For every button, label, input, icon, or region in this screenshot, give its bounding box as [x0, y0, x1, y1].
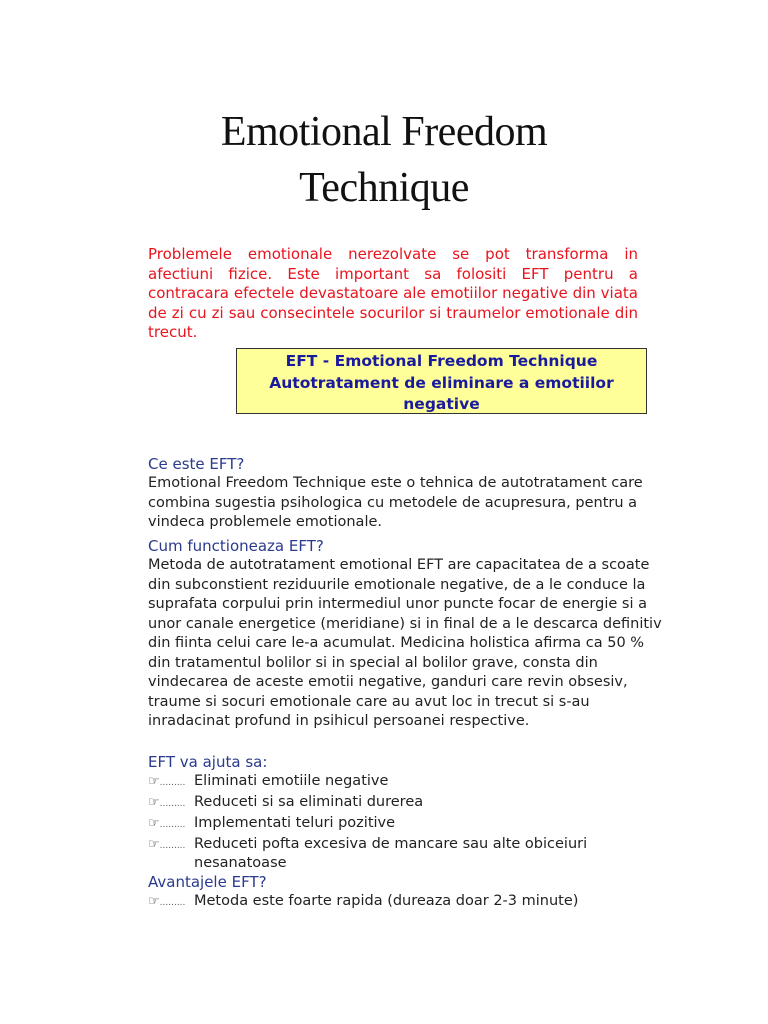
banner-line-1: EFT - Emotional Freedom Technique	[285, 352, 598, 370]
section-advantages	[148, 872, 668, 913]
document-title	[0, 104, 768, 216]
pointing-hand-icon: ☞.........	[148, 816, 186, 831]
section-body: Metoda de autotratament emotional EFT are capacitatea de a scoate din subconstient reziduurile emotionale negative, de a le conduce la suprafata corpului prin intermediul unor puncte focar de energie si a unor canale energetice (meridiane) si in final de a le descarca definitiv din fiinta celui care le-a acumulat. Medicina holistica afirma ca 50 % din tratamentul bolilor si in special al bolilor grave, consta din vindecarea de aceste emotii negative, ganduri care revin obsesiv, traume si socuri emotionale care au avut loc in trecut si s-au inradacinat profund in psihicul persoanei respective.	[148, 557, 662, 729]
pointing-hand-icon: ☞.........	[148, 774, 186, 789]
section-heading: Cum functioneaza EFT?	[148, 537, 324, 555]
section-heading: Avantajele EFT?	[148, 873, 267, 891]
advantages-list	[148, 892, 668, 913]
pointing-hand-icon: ☞.........	[148, 837, 186, 852]
helps-list	[148, 772, 668, 873]
pointing-hand-icon: ☞.........	[148, 894, 186, 909]
banner-line-3: negative	[403, 395, 480, 413]
section-helps	[148, 752, 668, 873]
list-item-text: Implementati teluri pozitive	[194, 815, 396, 831]
pointing-hand-icon: ☞.........	[148, 795, 186, 810]
list-item	[148, 892, 668, 913]
section-heading: Ce este EFT?	[148, 455, 245, 473]
section-what-is	[148, 454, 668, 533]
list-item	[148, 793, 668, 814]
list-item	[148, 835, 668, 873]
list-item	[148, 814, 668, 835]
list-item-text: Eliminati emotiile negative	[194, 773, 389, 789]
banner-line-2: Autotratament de eliminare a emotiilor	[269, 373, 614, 392]
section-how-it-works	[148, 536, 668, 732]
banner-box	[236, 348, 647, 414]
list-item-text: Reduceti pofta excesiva de mancare sau alte obiceiuri nesanatoase	[194, 836, 588, 871]
section-body: Emotional Freedom Technique este o tehnica de autotratament care combina sugestia psihologica cu metodele de acupresura, pentru a vindeca problemele emotionale.	[148, 475, 643, 530]
list-item-text: Metoda este foarte rapida (dureaza doar 2-3 minute)	[194, 893, 579, 909]
title-line-1: Emotional Freedom	[220, 109, 548, 155]
list-item	[148, 772, 668, 793]
title-line-2: Technique	[299, 165, 469, 211]
list-item-text: Reduceti si sa eliminati durerea	[194, 794, 424, 810]
section-heading: EFT va ajuta sa:	[148, 753, 268, 771]
intro-paragraph: Problemele emotionale nerezolvate se pot transforma in afectiuni fizice. Este important sa folositi EFT pentru a contracara efectele devastatoare ale emotiilor negative din viata de zi cu zi sau consecintele socurilor si traumelor emotionale din trecut.	[148, 245, 638, 341]
